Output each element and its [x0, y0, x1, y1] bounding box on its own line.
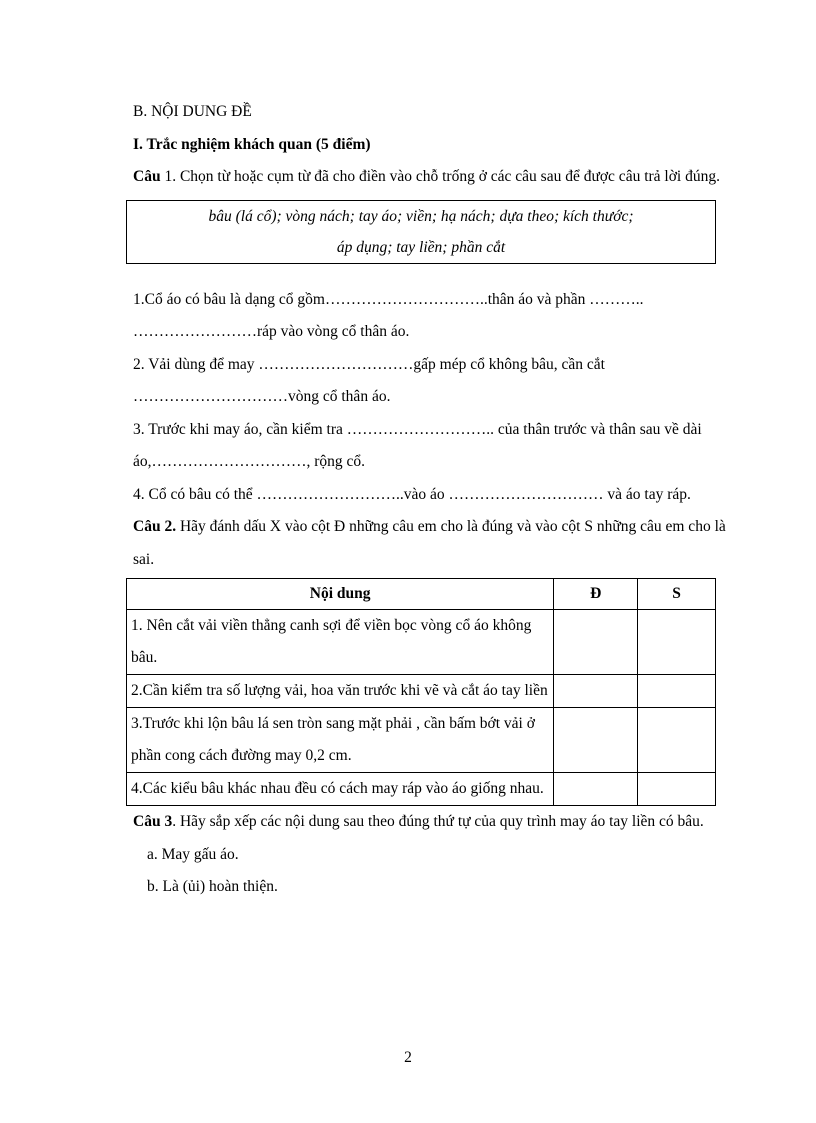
question-3-label: Câu 3 — [133, 813, 173, 830]
true-cell[interactable] — [554, 708, 638, 773]
header-true: Đ — [554, 579, 638, 610]
word-choice-line-1: bâu (lá cổ); vòng nách; tay áo; viền; hạ nách; dựa theo; kích thước; — [208, 207, 634, 225]
question-2-text: Hãy đánh dấu X vào cột Đ những câu em cho là đúng và vào cột S những câu em cho là sai. — [133, 518, 726, 568]
question-3 — [133, 806, 738, 839]
header-false: S — [638, 579, 716, 610]
question-1 — [133, 161, 738, 194]
fill-item-4: 4. Cổ có bâu có thể ………………………..vào áo ………………………… và áo tay ráp. — [133, 485, 691, 503]
statement-cell: 2.Cần kiểm tra số lượng vải, hoa văn trước khi vẽ và cắt áo tay liền — [127, 675, 554, 708]
table-row — [127, 708, 716, 773]
table-header-row — [127, 579, 716, 610]
statement-cell: 1. Nên cắt vải viền thẳng canh sợi để viền bọc vòng cổ áo không bâu. — [127, 610, 554, 675]
question-3-text: . Hãy sắp xếp các nội dung sau theo đúng thứ tự của quy trình may áo tay liền có bâu. — [172, 813, 704, 830]
statement-cell: 4.Các kiểu bâu khác nhau đều có cách may ráp vào áo giống nhau. — [127, 773, 554, 806]
question-2-label: Câu 2. — [133, 518, 177, 535]
fill-item-1: 1.Cổ áo có bâu là dạng cổ gồm…………………………..thân áo và phần ……….. ……………………ráp vào vòng cổ thân áo. — [133, 290, 644, 340]
true-cell[interactable] — [554, 610, 638, 675]
true-cell[interactable] — [554, 773, 638, 806]
false-cell[interactable] — [638, 708, 716, 773]
table-row — [127, 773, 716, 806]
document-content — [133, 96, 738, 904]
order-item-b: b. Là (ủi) hoàn thiện. — [147, 878, 278, 895]
header-content: Nội dung — [127, 579, 554, 610]
part1-title: I. Trắc nghiệm khách quan (5 điểm) — [133, 135, 371, 153]
true-false-table — [126, 578, 716, 806]
fill-item-2: 2. Vải dùng để may …………………………gấp mép cổ không bâu, cần cắt …………………………vòng cổ thân áo. — [133, 355, 605, 405]
spacer — [133, 270, 738, 284]
question-2 — [133, 511, 738, 576]
order-item-a: a. May gấu áo. — [147, 845, 239, 863]
section-title: B. NỘI DUNG ĐỀ — [133, 103, 252, 120]
question-1-text: 1. Chọn từ hoặc cụm từ đã cho điền vào chỗ trống ở các câu sau để được câu trả lời đúng. — [160, 168, 720, 185]
table-row — [127, 675, 716, 708]
page-number: 2 — [404, 1049, 412, 1066]
statement-cell: 3.Trước khi lộn bâu lá sen tròn sang mặt phải , cần bấm bớt vải ở phần cong cách đường may 0,2 cm. — [127, 708, 554, 773]
word-choice-box — [126, 200, 716, 264]
true-cell[interactable] — [554, 675, 638, 708]
false-cell[interactable] — [638, 675, 716, 708]
fill-item-3: 3. Trước khi may áo, cần kiểm tra ……………………….. của thân trước và thân sau về dài áo,…………………………, rộng cổ. — [133, 420, 702, 470]
false-cell[interactable] — [638, 610, 716, 675]
table-row — [127, 610, 716, 675]
question-1-label: Câu — [133, 168, 161, 185]
false-cell[interactable] — [638, 773, 716, 806]
word-choice-line-2: áp dụng; tay liền; phần cắt — [336, 238, 506, 256]
